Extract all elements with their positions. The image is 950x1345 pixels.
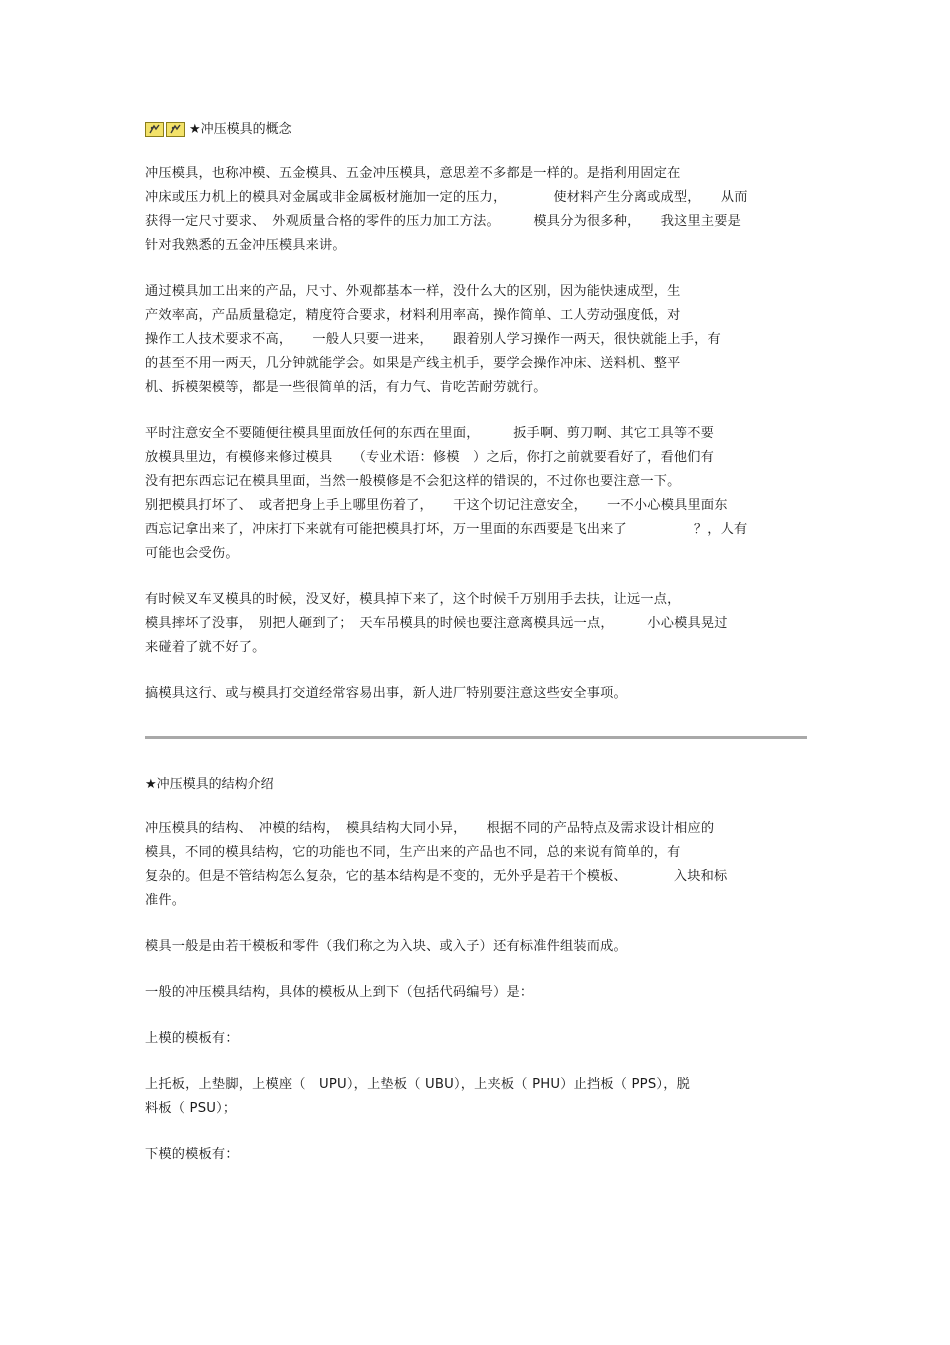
paragraph (145, 817, 807, 913)
section-heading-structure (145, 773, 807, 796)
text-line: 复杂的。但是不管结构怎么复杂，它的基本结构是不变的，无外乎是若干个模板、 入块和标 (145, 869, 728, 884)
text-line: 搞模具这行、或与模具打交道经常容易出事，新人进厂特别要注意这些安全事项。 (145, 686, 627, 701)
broken-image-icon (145, 122, 164, 137)
text-line: 可能也会受伤。 (145, 546, 239, 561)
paragraph (145, 280, 807, 400)
paragraph (145, 682, 807, 706)
image-icons (145, 122, 187, 137)
heading-text: 冲压模具的结构介绍 (156, 777, 274, 792)
text-line: 上托板，上垫脚，上模座（ UPU），上垫板（ UBU），上夹板（ PHU）止挡板（ PPS），脱 (145, 1077, 690, 1092)
paragraph (145, 981, 807, 1005)
text-line: 别把模具打坏了、 或者把身上手上哪里伤着了， 干这个切记注意安全， 一不小心模具里面东 (145, 498, 728, 513)
text-line: 产效率高，产品质量稳定，精度符合要求，材料利用率高，操作简单、工人劳动强度低，对 (145, 308, 681, 323)
text-line: 冲压模具的结构、 冲模的结构， 模具结构大同小异， 根据不同的产品特点及需求设计相应的 (145, 821, 715, 836)
text-line: 针对我熟悉的五金冲压模具来讲。 (145, 238, 346, 253)
broken-image-icon (166, 122, 185, 137)
section-heading-concept (145, 118, 807, 141)
paragraph (145, 935, 807, 959)
text-line: 模具，不同的模具结构，它的功能也不同，生产出来的产品也不同，总的来说有简单的，有 (145, 845, 681, 860)
text-line: 西忘记拿出来了，冲床打下来就有可能把模具打坏，万一里面的东西要是飞出来了 ？，人有 (145, 522, 748, 537)
text-line: 没有把东西忘记在模具里面，当然一般模修是不会犯这样的错误的，不过你也要注意一下。 (145, 474, 681, 489)
paragraph (145, 588, 807, 660)
text-line: 上模的模板有： (145, 1031, 239, 1046)
text-line: 一般的冲压模具结构，具体的模板从上到下（包括代码编号）是： (145, 985, 534, 1000)
text-line: 操作工人技术要求不高， 一般人只要一进来， 跟着别人学习操作一两天，很快就能上手，有 (145, 332, 721, 347)
star-icon: ★ (189, 122, 201, 137)
text-line: 模具摔坏了没事， 别把人砸到了； 天车吊模具的时候也要注意离模具远一点， 小心模具晃过 (145, 616, 728, 631)
heading-text: 冲压模具的概念 (200, 122, 292, 137)
paragraph (145, 1143, 807, 1167)
star-icon: ★ (145, 777, 157, 792)
paragraph (145, 1073, 807, 1121)
text-line: 料板（ PSU）； (145, 1101, 237, 1116)
text-line: 准件。 (145, 893, 186, 908)
paragraph (145, 1027, 807, 1051)
text-line: 模具一般是由若干模板和零件（我们称之为入块、或入子）还有标准件组装而成。 (145, 939, 627, 954)
text-line: 冲压模具，也称冲模、五金模具、五金冲压模具，意思差不多都是一样的。是指利用固定在 (145, 166, 681, 181)
text-line: 机、拆模架模等，都是一些很简单的活，有力气、肯吃苦耐劳就行。 (145, 380, 547, 395)
text-line: 获得一定尺寸要求、 外观质量合格的零件的压力加工方法。 模具分为很多种， 我这里主要是 (145, 214, 742, 229)
text-line: 下模的模板有： (145, 1147, 239, 1162)
text-line: 通过模具加工出来的产品，尺寸、外观都基本一样，没什么大的区别，因为能快速成型，生 (145, 284, 681, 299)
paragraph (145, 162, 807, 258)
text-line: 冲床或压力机上的模具对金属或非金属板材施加一定的压力， 使材料产生分离或成型， 从而 (145, 190, 748, 205)
paragraph (145, 422, 807, 566)
text-line: 放模具里边，有模修来修过模具 （专业术语：修模 ）之后，你打之前就要看好了，看他们有 (145, 450, 715, 465)
text-line: 有时候叉车叉模具的时候，没叉好，模具掉下来了，这个时候千万别用手去扶，让远一点， (145, 592, 681, 607)
text-line: 平时注意安全不要随便往模具里面放任何的东西在里面， 扳手啊、剪刀啊、其它工具等不要 (145, 426, 715, 441)
text-line: 的甚至不用一两天，几分钟就能学会。如果是产线主机手，要学会操作冲床、送料机、整平 (145, 356, 681, 371)
document-content (145, 118, 807, 1167)
text-line: 来碰着了就不好了。 (145, 640, 266, 655)
